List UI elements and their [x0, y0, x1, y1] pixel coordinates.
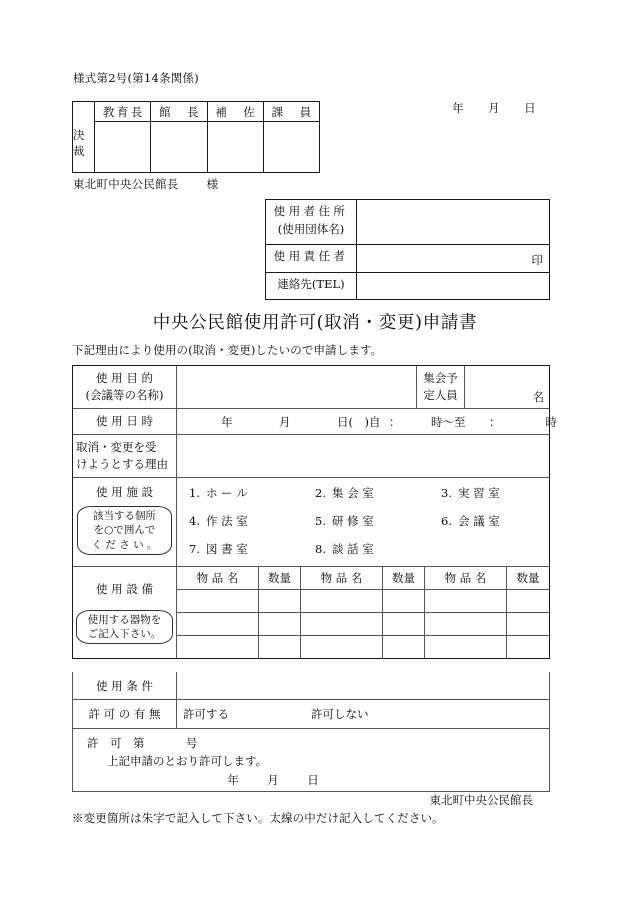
equipment-cell-qty[interactable] — [259, 613, 301, 635]
purpose-label-line2: (会議等の名称) — [85, 388, 164, 402]
reason-value[interactable] — [177, 435, 549, 477]
facility-option-5-name: 研 修 室 — [332, 514, 374, 528]
row-final-permit — [73, 729, 549, 808]
approval-grid — [95, 102, 319, 172]
facility-note-line3: く だ さ い 。 — [91, 538, 158, 551]
final-permit-number-unit: 号 — [185, 736, 198, 750]
approval-stamp-kain[interactable] — [264, 122, 319, 172]
applicant-tel-row — [266, 273, 549, 299]
facility-label — [73, 478, 177, 566]
applicant-address-label — [266, 200, 357, 244]
final-permit-date-month: 月 — [267, 772, 279, 787]
equipment-cell-name[interactable] — [301, 590, 383, 612]
attendees-label — [417, 366, 465, 408]
equipment-note-line1: 使用する器物を — [87, 613, 162, 626]
approval-stamp-row — [95, 122, 319, 172]
applicant-address-label-line2: (使用団体名) — [277, 221, 345, 236]
conditions-label: 使 用 条 件 — [73, 672, 177, 699]
approval-row-label-text: 決裁 — [73, 128, 85, 158]
row-permission — [73, 700, 549, 729]
final-permit-date — [213, 771, 541, 789]
datetime-year: 年 — [221, 414, 233, 429]
datetime-day: 日( )自 — [337, 414, 381, 429]
addressee-honorific: 様 — [206, 177, 219, 191]
approval-header-hosa: 補 佐 — [208, 102, 264, 121]
datetime-month: 月 — [279, 414, 291, 429]
applicant-tel-label: 連絡先(TEL) — [266, 273, 357, 299]
permission-label: 許 可 の 有 無 — [73, 700, 177, 728]
facility-line-3 — [189, 541, 567, 557]
equipment-header-qty-3: 数量 — [516, 571, 540, 585]
equipment-cell-qty[interactable] — [383, 636, 425, 658]
approval-header-row — [95, 102, 319, 122]
final-permit-signer: 東北町中央公民館長 — [429, 793, 533, 808]
equipment-cell-qty[interactable] — [383, 590, 425, 612]
approval-stamp-hosa[interactable] — [208, 122, 264, 172]
main-table — [72, 365, 557, 659]
equipment-header-name-2: 物 品 名 — [301, 567, 383, 589]
equipment-cell-qty[interactable] — [259, 590, 301, 612]
equipment-grid — [177, 567, 549, 658]
addressee-name: 東北町中央公民館長 — [73, 177, 179, 191]
approval-table — [72, 101, 320, 173]
header-date-year: 年 — [452, 101, 464, 115]
final-permit-date-year: 年 — [227, 772, 239, 787]
addressee-line — [73, 176, 218, 192]
facility-option-5-num: 5. — [315, 514, 326, 528]
equipment-row — [177, 636, 549, 658]
equipment-grid-wrap — [177, 567, 549, 658]
approval-header-kancho: 館 長 — [151, 102, 207, 121]
facility-option-1-name: ホ ー ル — [206, 486, 248, 500]
row-facility — [73, 478, 549, 567]
equipment-header-qty-2: 数量 — [383, 567, 425, 589]
row-conditions — [73, 672, 549, 700]
datetime-colon-start: ： — [389, 414, 401, 429]
equipment-cell-qty[interactable] — [507, 636, 549, 658]
facility-note — [77, 506, 172, 555]
facility-option-2-name: 集 会 室 — [332, 486, 374, 500]
equipment-cell-qty[interactable] — [507, 590, 549, 612]
final-permit-number-label: 許 可 第 — [87, 736, 145, 750]
equipment-cell-qty[interactable] — [507, 613, 549, 635]
facility-line-2 — [189, 513, 567, 529]
facility-line-1 — [189, 485, 567, 501]
facility-option-1-num: 1. — [189, 486, 200, 500]
facility-option-2[interactable] — [315, 485, 441, 501]
purpose-body — [177, 366, 549, 408]
reason-label — [73, 435, 177, 477]
applicant-address-row — [266, 200, 549, 245]
facility-note-line1: 該当する個所 — [93, 510, 156, 523]
approval-stamp-kancho[interactable] — [151, 122, 207, 172]
approval-header-kain: 課 員 — [271, 104, 314, 119]
facility-option-3[interactable] — [441, 485, 567, 501]
purpose-label-line1: 使 用 目 的 — [96, 370, 153, 385]
conditions-value[interactable] — [177, 672, 549, 699]
equipment-note — [76, 610, 173, 644]
row-reason — [73, 435, 549, 478]
equipment-label-text: 使 用 設 備 — [96, 581, 153, 596]
datetime-hour-to: 時 — [545, 414, 557, 429]
facility-option-5[interactable] — [315, 513, 441, 529]
row-purpose — [73, 366, 549, 409]
equipment-cell-name[interactable] — [301, 636, 383, 658]
applicant-manager-value[interactable] — [357, 245, 549, 272]
applicant-box — [265, 199, 550, 300]
facility-option-4-num: 4. — [189, 514, 200, 528]
header-date-month: 月 — [488, 101, 500, 115]
purpose-value[interactable] — [177, 366, 417, 408]
row-equipment — [73, 567, 549, 659]
facility-line-3-spacer — [441, 541, 567, 557]
facility-option-4-name: 作 法 室 — [206, 514, 248, 528]
attendees-unit: 名 — [532, 390, 544, 404]
equipment-cell-name[interactable] — [425, 590, 507, 612]
row-datetime — [73, 409, 557, 435]
equipment-cell-name[interactable] — [177, 613, 259, 635]
equipment-row — [177, 590, 549, 613]
applicant-address-value[interactable] — [357, 200, 549, 244]
form-number: 様式第2号(第14条関係) — [73, 71, 199, 85]
equipment-cell-name[interactable] — [425, 636, 507, 658]
applicant-manager-label: 使用責任者 — [266, 245, 357, 272]
facility-note-line2: を○で囲んで — [93, 524, 156, 537]
facility-option-8-num: 8. — [315, 542, 326, 556]
facility-option-6[interactable] — [441, 513, 567, 529]
facility-option-7-num: 7. — [189, 542, 200, 556]
facility-option-3-num: 3. — [441, 486, 452, 500]
permission-option-no[interactable]: 許可しない — [311, 707, 369, 721]
equipment-header-qty-1: 数量 — [259, 567, 301, 589]
datetime-colon-end: ： — [489, 414, 501, 429]
reason-label-line2: けようとする理由 — [76, 457, 168, 471]
applicant-tel-value[interactable] — [357, 273, 549, 299]
final-permit-number-line — [87, 734, 541, 752]
applicant-address-label-line1: 使用者住所 — [273, 204, 349, 218]
equipment-cell-name[interactable] — [177, 590, 259, 612]
permission-option-yes[interactable]: 許可する — [183, 707, 229, 721]
page-title: 中央公民館使用許可(取消・変更)申請書 — [152, 313, 478, 333]
final-permit-statement: 上記申請のとおり許可します。 — [107, 754, 268, 769]
equipment-note-line2: ご記入下さい。 — [87, 628, 162, 641]
purpose-label — [73, 366, 177, 408]
header-date-day: 日 — [524, 101, 536, 115]
facility-option-8-name: 談 話 室 — [332, 542, 374, 556]
attendees-label-line2: 定人員 — [423, 388, 458, 402]
header-date — [440, 100, 548, 116]
facility-option-7[interactable] — [189, 541, 315, 557]
equipment-label — [73, 567, 177, 658]
lower-table — [72, 672, 550, 808]
facility-option-4[interactable] — [189, 513, 315, 529]
facility-options — [177, 478, 567, 566]
final-permit-block — [73, 729, 549, 808]
equipment-cell-name[interactable] — [425, 613, 507, 635]
footnote: ※変更箇所は朱字で記入して下さい。太線の中だけ記入してください。 — [72, 811, 444, 825]
datetime-label — [73, 409, 177, 434]
equipment-cell-name[interactable] — [177, 636, 259, 658]
attendees-label-line1: 集会予 — [423, 371, 458, 386]
seal-mark: 印 — [531, 253, 543, 267]
facility-option-6-name: 会 議 室 — [458, 514, 500, 528]
permission-options — [177, 700, 549, 728]
approval-stamp-kyoikucho[interactable] — [95, 122, 151, 172]
datetime-body[interactable] — [177, 409, 557, 434]
equipment-header-name-3: 物 品 名 — [425, 567, 507, 589]
equipment-header-row — [177, 567, 549, 590]
equipment-header-name-1: 物 品 名 — [177, 567, 259, 589]
equipment-row — [177, 613, 549, 636]
datetime-label-text: 使 用 日 時 — [96, 413, 153, 428]
approval-row-label — [73, 102, 95, 172]
facility-option-8[interactable] — [315, 541, 441, 557]
applicant-manager-row — [266, 245, 549, 273]
reason-label-line1: 取消・変更を受 — [76, 439, 157, 454]
equipment-cell-name[interactable] — [301, 613, 383, 635]
facility-option-7-name: 図 書 室 — [206, 542, 248, 556]
facility-option-2-num: 2. — [315, 486, 326, 500]
attendees-value-cell[interactable] — [465, 366, 549, 408]
approval-header-kyoikucho: 教育長 — [95, 102, 151, 121]
facility-label-text: 使 用 施 設 — [96, 485, 153, 499]
intro-text: 下記理由により使用の(取消・変更)したいので申請します。 — [72, 343, 383, 357]
datetime-hour-from: 時～至 — [431, 414, 466, 429]
equipment-cell-qty[interactable] — [259, 636, 301, 658]
facility-option-1[interactable] — [189, 485, 315, 501]
final-permit-date-day: 日 — [307, 772, 319, 787]
facility-option-3-name: 実 習 室 — [458, 486, 500, 500]
equipment-cell-qty[interactable] — [383, 613, 425, 635]
facility-option-6-num: 6. — [441, 514, 452, 528]
